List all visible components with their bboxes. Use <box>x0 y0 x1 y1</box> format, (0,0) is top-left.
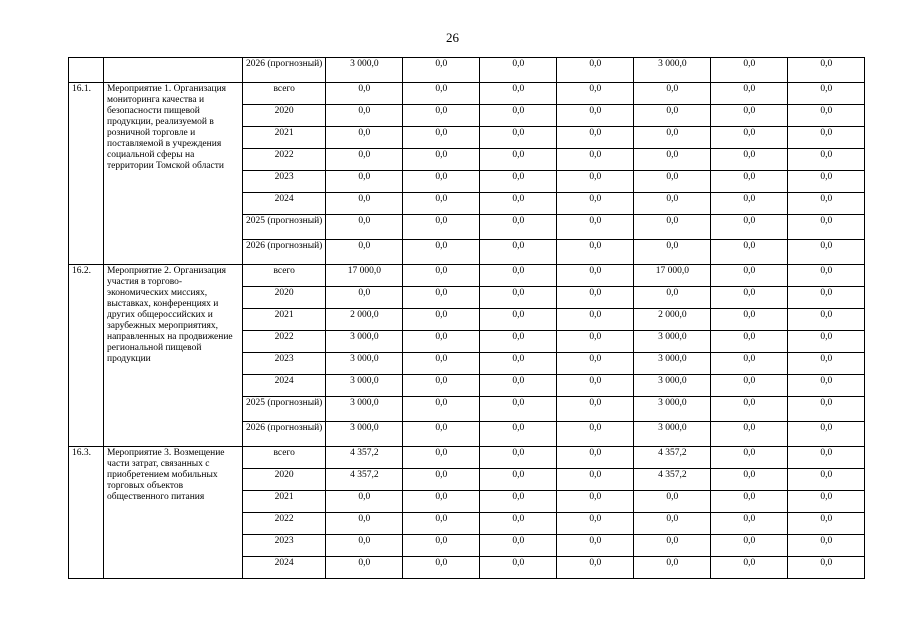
value-cell: 0,0 <box>634 287 711 309</box>
value-cell: 0,0 <box>711 469 788 491</box>
value-cell: 0,0 <box>711 265 788 287</box>
value-cell: 0,0 <box>788 535 865 557</box>
year-cell: 2024 <box>243 375 326 397</box>
value-cell: 3 000,0 <box>634 422 711 447</box>
year-cell: 2022 <box>243 513 326 535</box>
value-cell: 0,0 <box>711 422 788 447</box>
year-cell: 2026 (прогнозный) <box>243 58 326 83</box>
value-cell: 0,0 <box>403 331 480 353</box>
value-cell: 0,0 <box>326 127 403 149</box>
value-cell: 0,0 <box>557 397 634 422</box>
year-cell: 2020 <box>243 287 326 309</box>
year-cell: 2025 (прогнозный) <box>243 215 326 240</box>
value-cell: 0,0 <box>326 513 403 535</box>
value-cell: 0,0 <box>326 240 403 265</box>
value-cell: 0,0 <box>403 397 480 422</box>
value-cell: 0,0 <box>326 105 403 127</box>
year-cell: 2023 <box>243 353 326 375</box>
year-cell: всего <box>243 447 326 469</box>
value-cell: 0,0 <box>557 309 634 331</box>
year-cell: 2023 <box>243 535 326 557</box>
year-cell: 2022 <box>243 331 326 353</box>
value-cell: 0,0 <box>634 557 711 579</box>
value-cell: 0,0 <box>788 215 865 240</box>
value-cell: 0,0 <box>403 422 480 447</box>
value-cell: 0,0 <box>557 105 634 127</box>
year-cell: 2026 (прогнозный) <box>243 422 326 447</box>
table-row <box>69 83 865 105</box>
value-cell: 0,0 <box>788 491 865 513</box>
value-cell: 0,0 <box>788 171 865 193</box>
value-cell: 0,0 <box>788 83 865 105</box>
value-cell: 0,0 <box>634 171 711 193</box>
value-cell: 0,0 <box>788 513 865 535</box>
table-row <box>69 58 865 83</box>
value-cell: 0,0 <box>711 240 788 265</box>
value-cell: 0,0 <box>634 83 711 105</box>
value-cell: 0,0 <box>557 375 634 397</box>
value-cell: 0,0 <box>326 193 403 215</box>
value-cell: 0,0 <box>557 215 634 240</box>
value-cell: 3 000,0 <box>326 331 403 353</box>
value-cell: 0,0 <box>634 127 711 149</box>
year-cell: 2021 <box>243 127 326 149</box>
value-cell: 0,0 <box>480 535 557 557</box>
value-cell: 0,0 <box>711 105 788 127</box>
value-cell: 0,0 <box>557 557 634 579</box>
value-cell: 0,0 <box>480 469 557 491</box>
value-cell: 0,0 <box>480 265 557 287</box>
value-cell: 0,0 <box>711 58 788 83</box>
value-cell: 0,0 <box>480 422 557 447</box>
item-code: 16.3. <box>69 447 104 579</box>
year-cell: 2024 <box>243 557 326 579</box>
value-cell: 0,0 <box>711 171 788 193</box>
item-name: Мероприятие 3. Возмещение части затрат, связанных с приобретением мобильных торговых объектов общественного питания <box>104 447 243 579</box>
value-cell: 0,0 <box>557 193 634 215</box>
item-name: Мероприятие 2. Организация участия в торгово-экономических миссиях, выставках, конференциях и других общероссийских и зарубежных мероприятиях, направленных на продвижение региональной пищевой продукции <box>104 265 243 447</box>
year-cell: 2020 <box>243 469 326 491</box>
year-cell: всего <box>243 83 326 105</box>
value-cell: 4 357,2 <box>634 447 711 469</box>
item-code: 16.2. <box>69 265 104 447</box>
value-cell: 0,0 <box>326 491 403 513</box>
value-cell: 0,0 <box>480 105 557 127</box>
year-cell: 2023 <box>243 171 326 193</box>
value-cell: 0,0 <box>557 265 634 287</box>
value-cell: 4 357,2 <box>634 469 711 491</box>
value-cell: 0,0 <box>788 105 865 127</box>
value-cell: 4 357,2 <box>326 447 403 469</box>
value-cell: 3 000,0 <box>326 397 403 422</box>
value-cell: 0,0 <box>788 309 865 331</box>
value-cell: 0,0 <box>480 83 557 105</box>
value-cell: 0,0 <box>403 83 480 105</box>
value-cell: 0,0 <box>711 447 788 469</box>
value-cell: 0,0 <box>480 215 557 240</box>
value-cell: 0,0 <box>326 535 403 557</box>
value-cell: 17 000,0 <box>326 265 403 287</box>
year-cell: всего <box>243 265 326 287</box>
value-cell: 0,0 <box>788 353 865 375</box>
value-cell: 0,0 <box>403 353 480 375</box>
year-cell: 2020 <box>243 105 326 127</box>
value-cell: 0,0 <box>403 287 480 309</box>
value-cell: 0,0 <box>326 215 403 240</box>
value-cell: 0,0 <box>557 240 634 265</box>
value-cell: 0,0 <box>403 375 480 397</box>
value-cell: 0,0 <box>711 513 788 535</box>
value-cell: 0,0 <box>711 397 788 422</box>
value-cell: 0,0 <box>634 240 711 265</box>
value-cell: 3 000,0 <box>326 422 403 447</box>
value-cell: 0,0 <box>788 557 865 579</box>
value-cell: 0,0 <box>788 375 865 397</box>
value-cell: 0,0 <box>326 287 403 309</box>
value-cell: 3 000,0 <box>634 331 711 353</box>
value-cell: 0,0 <box>326 83 403 105</box>
value-cell: 0,0 <box>480 513 557 535</box>
value-cell: 0,0 <box>480 127 557 149</box>
value-cell: 0,0 <box>557 513 634 535</box>
value-cell: 0,0 <box>788 58 865 83</box>
year-cell: 2025 (прогнозный) <box>243 397 326 422</box>
value-cell: 0,0 <box>403 469 480 491</box>
value-cell: 0,0 <box>634 149 711 171</box>
value-cell: 0,0 <box>480 149 557 171</box>
value-cell: 0,0 <box>480 353 557 375</box>
value-cell: 0,0 <box>480 171 557 193</box>
value-cell: 0,0 <box>711 193 788 215</box>
value-cell: 0,0 <box>557 149 634 171</box>
value-cell: 0,0 <box>403 105 480 127</box>
budget-table <box>68 57 865 579</box>
year-cell: 2026 (прогнозный) <box>243 240 326 265</box>
value-cell: 0,0 <box>403 149 480 171</box>
value-cell: 0,0 <box>557 469 634 491</box>
value-cell: 0,0 <box>403 215 480 240</box>
value-cell: 0,0 <box>634 105 711 127</box>
value-cell: 0,0 <box>403 513 480 535</box>
item-code: 16.1. <box>69 83 104 265</box>
value-cell: 0,0 <box>480 193 557 215</box>
value-cell: 0,0 <box>788 331 865 353</box>
value-cell: 0,0 <box>711 535 788 557</box>
value-cell: 0,0 <box>326 149 403 171</box>
value-cell: 0,0 <box>788 287 865 309</box>
value-cell: 0,0 <box>788 127 865 149</box>
value-cell: 0,0 <box>557 171 634 193</box>
year-cell: 2022 <box>243 149 326 171</box>
value-cell: 0,0 <box>788 422 865 447</box>
value-cell: 0,0 <box>480 240 557 265</box>
value-cell: 3 000,0 <box>634 353 711 375</box>
value-cell: 0,0 <box>557 58 634 83</box>
value-cell: 0,0 <box>788 447 865 469</box>
value-cell: 0,0 <box>557 353 634 375</box>
item-name: Мероприятие 1. Организация мониторинга качества и безопасности пищевой продукции, реализуемой в розничной торговле и поставляемой в учреждения социальной сферы на территории Томской области <box>104 83 243 265</box>
page-number: 26 <box>446 30 459 45</box>
value-cell: 0,0 <box>480 309 557 331</box>
value-cell: 2 000,0 <box>326 309 403 331</box>
value-cell: 0,0 <box>403 193 480 215</box>
value-cell: 0,0 <box>557 535 634 557</box>
value-cell: 0,0 <box>403 265 480 287</box>
value-cell: 0,0 <box>711 375 788 397</box>
value-cell: 0,0 <box>557 287 634 309</box>
value-cell: 0,0 <box>480 287 557 309</box>
value-cell: 0,0 <box>403 309 480 331</box>
value-cell: 0,0 <box>403 240 480 265</box>
value-cell: 0,0 <box>480 447 557 469</box>
value-cell: 0,0 <box>711 149 788 171</box>
value-cell: 0,0 <box>634 215 711 240</box>
value-cell: 0,0 <box>403 58 480 83</box>
value-cell: 17 000,0 <box>634 265 711 287</box>
year-cell: 2021 <box>243 491 326 513</box>
value-cell: 0,0 <box>403 171 480 193</box>
value-cell: 0,0 <box>480 58 557 83</box>
value-cell: 0,0 <box>557 83 634 105</box>
value-cell: 0,0 <box>788 265 865 287</box>
value-cell: 0,0 <box>711 287 788 309</box>
value-cell: 0,0 <box>403 491 480 513</box>
value-cell: 0,0 <box>480 331 557 353</box>
table-row <box>69 265 865 287</box>
code-cell-empty <box>69 58 104 83</box>
value-cell: 2 000,0 <box>634 309 711 331</box>
value-cell: 0,0 <box>557 422 634 447</box>
value-cell: 0,0 <box>403 447 480 469</box>
value-cell: 0,0 <box>711 331 788 353</box>
value-cell: 0,0 <box>634 513 711 535</box>
value-cell: 0,0 <box>788 193 865 215</box>
value-cell: 0,0 <box>326 557 403 579</box>
value-cell: 0,0 <box>788 397 865 422</box>
value-cell: 0,0 <box>711 309 788 331</box>
value-cell: 0,0 <box>403 535 480 557</box>
value-cell: 0,0 <box>711 491 788 513</box>
value-cell: 0,0 <box>480 375 557 397</box>
value-cell: 0,0 <box>711 557 788 579</box>
value-cell: 0,0 <box>711 127 788 149</box>
value-cell: 3 000,0 <box>326 375 403 397</box>
value-cell: 0,0 <box>557 127 634 149</box>
year-cell: 2021 <box>243 309 326 331</box>
value-cell: 0,0 <box>788 469 865 491</box>
value-cell: 0,0 <box>557 331 634 353</box>
value-cell: 3 000,0 <box>634 58 711 83</box>
value-cell: 0,0 <box>711 83 788 105</box>
table-row <box>69 447 865 469</box>
value-cell: 3 000,0 <box>634 375 711 397</box>
value-cell: 4 357,2 <box>326 469 403 491</box>
name-cell-empty <box>104 58 243 83</box>
value-cell: 0,0 <box>403 127 480 149</box>
value-cell: 3 000,0 <box>326 58 403 83</box>
value-cell: 0,0 <box>634 193 711 215</box>
value-cell: 0,0 <box>788 149 865 171</box>
value-cell: 0,0 <box>711 215 788 240</box>
value-cell: 0,0 <box>480 491 557 513</box>
year-cell: 2024 <box>243 193 326 215</box>
value-cell: 3 000,0 <box>326 353 403 375</box>
table-body <box>69 58 865 579</box>
value-cell: 0,0 <box>788 240 865 265</box>
value-cell: 0,0 <box>480 397 557 422</box>
value-cell: 0,0 <box>403 557 480 579</box>
value-cell: 0,0 <box>634 491 711 513</box>
value-cell: 0,0 <box>480 557 557 579</box>
value-cell: 0,0 <box>326 171 403 193</box>
value-cell: 3 000,0 <box>634 397 711 422</box>
value-cell: 0,0 <box>557 491 634 513</box>
value-cell: 0,0 <box>634 535 711 557</box>
value-cell: 0,0 <box>557 447 634 469</box>
value-cell: 0,0 <box>711 353 788 375</box>
